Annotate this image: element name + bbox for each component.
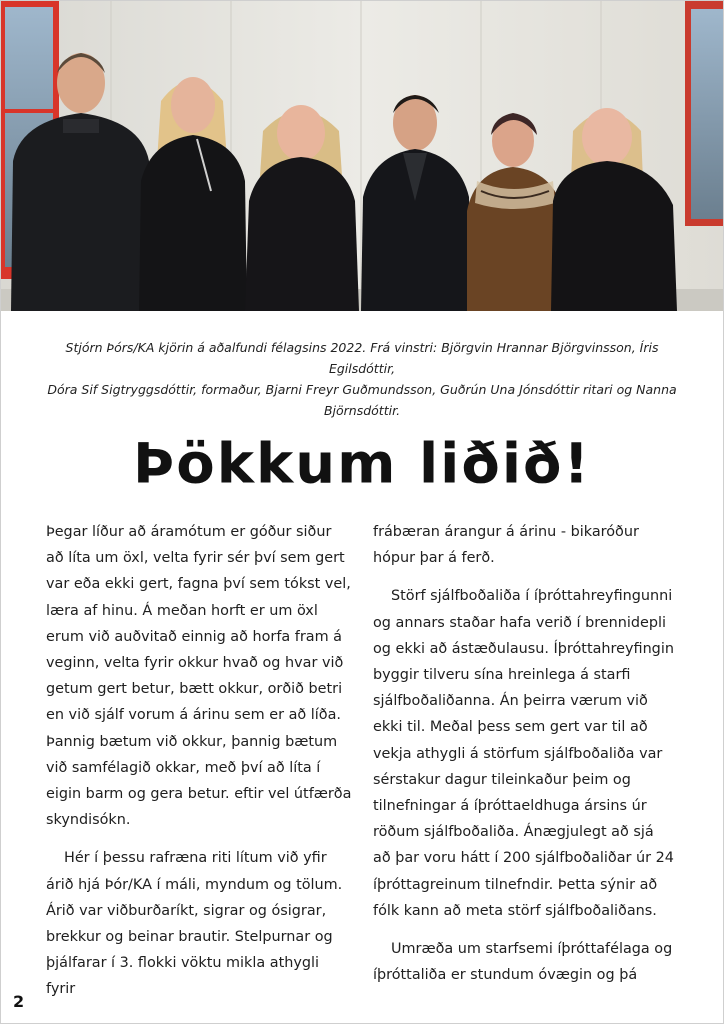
article-title: Þökkum liðið! bbox=[132, 432, 592, 497]
article-column-left bbox=[46, 519, 352, 1015]
paragraph: Hér í þessu rafræna riti lítum við yfir árið hjá Þór/KA í máli, myndum og tölum. Árið var viðburðaríkt, sigrar og ósigrar, brekkur og beinar brautir. Stelpurnar og þjálfarar í 3. flokki vöktu mikla athygli fyrir bbox=[46, 850, 343, 998]
board-group-photo bbox=[1, 1, 723, 311]
caption-line-3: Björnsdóttir. bbox=[323, 403, 401, 418]
caption-line-1: Stjórn Þórs/KA kjörin á aðalfundi félagsins 2022. Frá vinstri: Björgvin Hrannar Björgvinsson, Íris Egilsdóttir, bbox=[65, 340, 659, 376]
photo-caption bbox=[34, 337, 690, 421]
paragraph: frábæran árangur á árinu - bikaróður hópur þar á ferð. bbox=[373, 524, 639, 567]
right-window bbox=[685, 1, 723, 226]
paragraph: Umræða um starfsemi íþróttafélaga og íþróttaliða er stundum óvægin og þá bbox=[373, 941, 673, 984]
paragraph: Störf sjálfboðaliða í íþróttahreyfingunni og annars staðar hafa verið í brennidepli og ekki að ástæðulausu. Íþróttahreyfingin byggir tilveru sína hreinlega á starfi sjálfboðaliðanna. Án þeirra værum við ekki til. Meðal þess sem gert var til að vekja athygli á störfum sjálfboðaliða var sérstakur dagur tileinkaður þeim og tilnefningar á íþróttaeldhuga ársins úr röðum sjálfboðaliða. Ánægjulegt að sjá að þar voru hátt í 200 sjálfboðaliðar úr 24 íþróttagreinum tilnefndir. Þetta sýnir að fólk kann að meta störf sjálfboðaliðans. bbox=[373, 588, 674, 919]
caption-line-2: Dóra Sif Sigtryggsdóttir, formaður, Bjarni Freyr Guðmundsson, Guðrún Una Jónsdóttir ritari og Nanna bbox=[47, 382, 677, 397]
article-column-right bbox=[373, 519, 675, 1000]
paragraph: Þegar líður að áramótum er góður siður að líta um öxl, velta fyrir sér því sem gert var eða ekki gert, fagna því sem tókst vel, læra af hinu. Á meðan horft er um öxl erum við auðvitað einnig að horfa fram á veginn, velta fyrir okkur hvað og hvar við getum gert betur, bætt okkur, orðið betri en við sjálf vorum á árinu sem er að líða. Þannig bætum við okkur, þannig bætum við samfélagið okkar, með því að líta í eigin barm og gera betur. eftir vel útfærða skyndisókn. bbox=[46, 524, 352, 829]
photo-illustration bbox=[1, 1, 723, 311]
page-number: 2 bbox=[13, 992, 25, 1011]
